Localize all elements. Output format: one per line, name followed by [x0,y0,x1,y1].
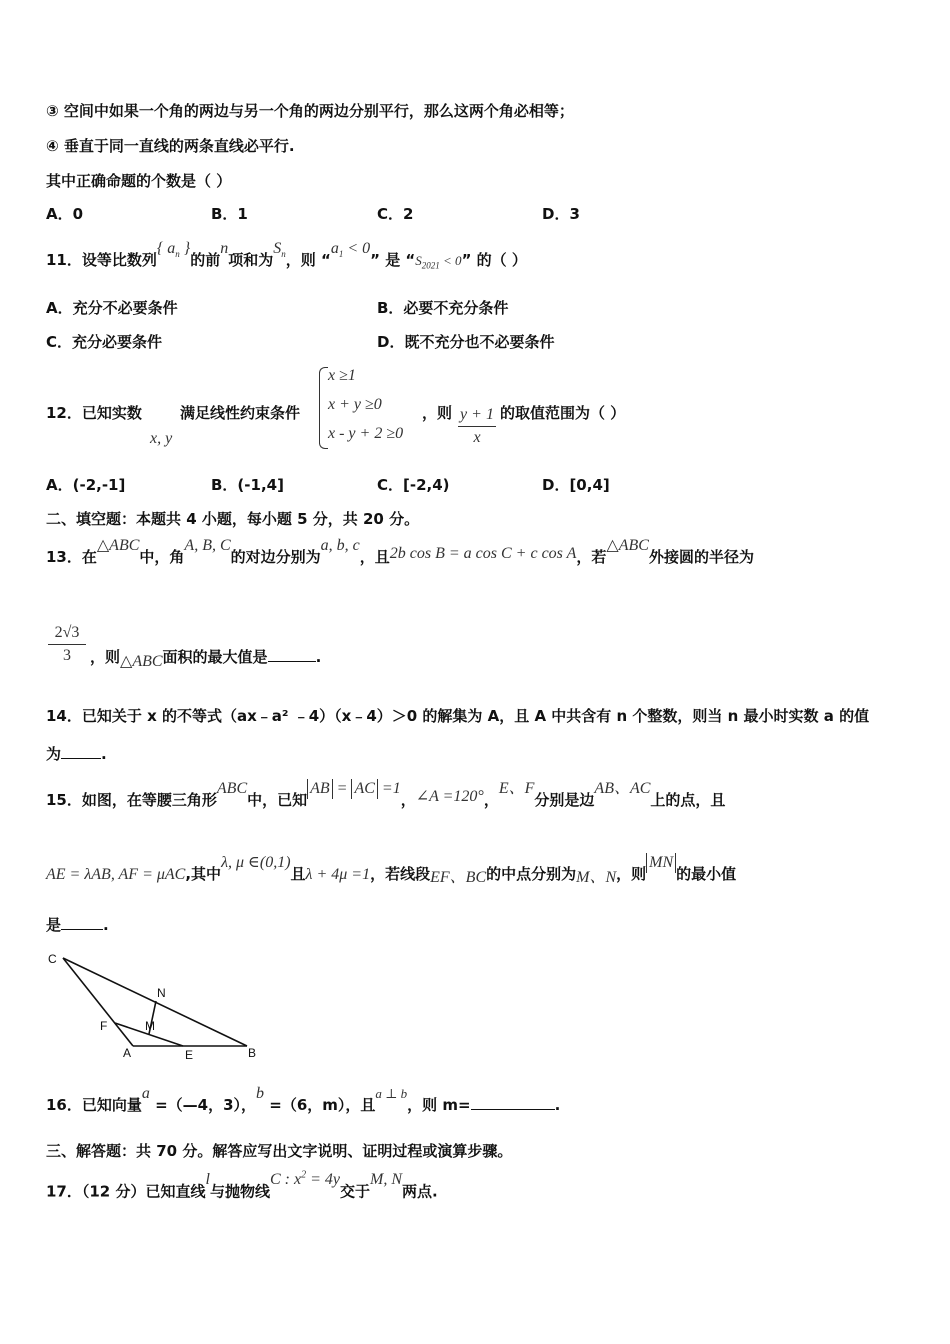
q13-text-3: ，且 [359,548,390,566]
q12-constraint-3: x - y + 2 ≥0 [328,425,404,442]
q11-n: n [220,240,229,257]
q17-stem [46,1170,438,1202]
q14-text: 为 [46,745,62,763]
q15-ef: E、F [498,780,535,797]
q11-stem [46,240,527,276]
q15-vector-relations: AE = λAB, AF = μAC [46,866,186,883]
q13-text-8: . [315,648,322,666]
q11-text-3: ，则 “ [285,251,331,269]
q15-text-5: 上的点，且 [650,791,726,809]
section-3-heading: 三、解答题：共 70 分。解答应写出文字说明、证明过程或演算步骤。 [46,1142,513,1160]
q13-triangle-3: △ABC [120,653,163,670]
q12-frac-den: x [473,429,481,446]
q11-cond1-a: a [330,240,339,257]
q14-line-1: 14．已知关于 x 的不等式（ax﹣a² ﹣4）（x﹣4）＞0 的解集为 A，且 A 中共含有 n 个整数，则当 n 最小时实数 a 的值 [46,707,870,725]
q15-segments: EF、BC [430,869,487,886]
q15-range: λ, μ ∈(0,1) [221,854,291,871]
q15-text-7: 且 [290,865,306,883]
q17-eq-sup: 2 [301,1170,307,1181]
q15-text-3: ， [483,791,499,809]
q11-seq-a: { a [156,240,176,257]
q11-cond1-rest: < 0 [343,240,371,257]
label-c: C [48,952,57,966]
q15-text-9: 的中点分别为 [486,865,577,883]
q13-sides: a, b, c [320,537,360,554]
q12-option-a: A．(-2,-1] [46,476,126,494]
triangle-figure [40,948,270,1068]
q17-text-1: 与抛物线 [209,1182,270,1201]
q13-text-5: 外接圆的半径为 [648,548,754,566]
q15-text-4: 分别是边 [534,791,595,809]
q10-option-b: B．1 [211,205,248,223]
q12-option-c: C．[-2,4) [377,476,450,494]
label-a: A [123,1046,132,1060]
q15-eq-1: = [332,780,352,797]
q13-frac-den: 3 [63,647,71,664]
q13-triangle-2: △ABC [606,537,649,554]
edge-ca [63,958,133,1046]
q15-eq-2: =1 [377,780,401,797]
q17-text-3: 两点. [401,1182,438,1201]
q12-option-d: D．[0,4] [542,476,610,494]
q15-condition: λ + 4μ =1 [305,866,371,883]
q13-text-2: 的对边分别为 [230,548,321,566]
q16-answer-blank[interactable] [471,1095,555,1110]
q15-text-1: 中，已知 [247,791,308,809]
section-2-heading: 二、填空题：本题共 4 小题，每小题 5 分，共 20 分。 [46,510,420,528]
q14-end: . [101,745,107,763]
q15-line-2 [46,854,737,886]
q10-statement-4: ④ 垂直于同一直线的两条直线必平行. [46,137,295,155]
label-f: F [100,1019,108,1033]
q15-line-1 [46,780,726,811]
q12-text-2: ，则 [422,404,453,422]
q16-end: . [554,1096,561,1114]
q11-cond2-sub: 2021 [421,260,440,271]
q17-eq-rest: = 4y [306,1171,340,1189]
q13-frac-bar [48,644,86,645]
q17-text-2: 交于 [339,1182,370,1201]
q16-stem [46,1085,561,1116]
q11-cond2-s: S [415,253,422,268]
q13-triangle-1: △ABC [96,537,140,554]
q16-vector-b: b [256,1085,265,1102]
q17-eq: C : x [269,1171,302,1189]
q15-text-6: ,其中 [185,865,222,883]
q11-sum-sub: n [281,249,286,260]
q15-text-8: ，若线段 [370,865,431,883]
q17-number: 17．（12 分）已知直线 [46,1182,206,1201]
q11-text-1: 的前 [190,251,221,269]
q11-cond2-rest: < 0 [439,253,462,268]
q11-sequence [156,240,191,260]
q17-line-l: l [205,1171,210,1189]
q11-cond2 [415,253,462,271]
q11-cond1-sub: 1 [338,249,344,260]
q11-option-b: B．必要不充分条件 [377,299,509,317]
label-b: B [248,1046,257,1060]
q12-text-3: 的取值范围为（ ） [500,404,626,422]
q12-text-1: 满足线性约束条件 [180,404,301,422]
q12-fraction [458,406,496,447]
q13-line-2 [90,647,321,668]
q10-statement-3: ③ 空间中如果一个角的两边与另一个角的两边分别平行，那么这两个角必相等； [46,102,574,120]
q11-sum [273,240,286,260]
q13-number: 13．在 [46,548,97,566]
q13-text-1: 中，角 [139,548,185,566]
q11-seq-sub: n [175,249,180,260]
q17-mn: M, N [369,1171,402,1189]
q15-line-3 [46,915,109,935]
q11-option-a: A．充分不必要条件 [46,299,178,317]
q11-option-d: D．既不充分也不必要条件 [377,333,555,351]
q12-constraint-1: x ≥1 [328,367,356,384]
q16-text-3: ，则 m= [407,1096,471,1114]
q15-text-2: ， [400,791,416,809]
q11-option-c: C．充分必要条件 [46,333,163,351]
q16-vector-a: a [141,1085,150,1102]
q10-prompt: 其中正确命题的个数是（ ） [46,172,232,190]
q12-frac-bar [458,426,496,427]
q15-equal-lengths [307,780,401,797]
q10-option-d: D．3 [542,205,580,223]
q15-abc: ABC [216,780,248,797]
q13-equation: 2b cos B = a cos C + c cos A [389,545,577,562]
q11-text-4: ” 是 “ [370,251,416,269]
q15-abs-ab: AB [307,779,333,799]
q13-text-7: 面积的最大值是 [162,648,268,666]
q13-answer-blank[interactable] [268,647,316,662]
q15-text-11: 的最小值 [676,865,737,883]
q16-text-1: =（—4，3）， [149,1096,257,1114]
q11-text-5: ” 的（ ） [461,251,527,269]
q12-brace [319,367,328,449]
q13-text-6: ，则 [90,648,121,666]
q15-text-10: ，则 [616,865,647,883]
q11-text-2: 项和为 [228,251,274,269]
q11-number: 11．设等比数列 [46,251,157,269]
q11-sum-s: S [273,240,282,257]
q15-abs-ac: AC [351,779,377,799]
q10-option-c: C．2 [377,205,414,223]
q12-number: 12．已知实数 [46,404,142,422]
q14-answer-blank[interactable] [61,744,101,759]
q15-end: . [103,916,109,934]
label-m: M [145,1019,155,1033]
q11-cond1 [330,240,371,260]
q13-text-4: ，若 [576,548,607,566]
q17-parabola [270,1171,340,1188]
q11-seq-close: } [179,240,191,257]
q15-angle: ∠A =120° [415,788,484,805]
q13-radius-fraction [48,624,86,665]
q13-stem [46,537,754,568]
q16-text-2: =（6，m），且 [264,1096,376,1114]
q13-angles: A, B, C [184,537,231,554]
q14-line-2 [46,744,107,764]
q13-frac-num: 2√3 [54,624,80,641]
q12-vars: x, y [150,430,173,447]
label-n: N [157,986,166,1000]
q15-abs-mn: MN [646,853,676,873]
q10-option-a: A．0 [46,205,84,223]
q16-perpendicular: a ⊥ b [375,1086,408,1101]
q12-constraint-2: x + y ≥0 [328,396,382,413]
q15-mn: M、N [576,869,617,886]
q15-answer-blank[interactable] [61,915,103,930]
q15-sides: AB、AC [594,780,651,797]
q15-text-12: 是 [46,916,62,934]
label-e: E [185,1048,194,1062]
q12-option-b: B．(-1,4] [211,476,284,494]
q16-number: 16．已知向量 [46,1096,142,1114]
q15-number: 15．如图，在等腰三角形 [46,791,217,809]
q12-frac-num: y + 1 [460,406,494,423]
